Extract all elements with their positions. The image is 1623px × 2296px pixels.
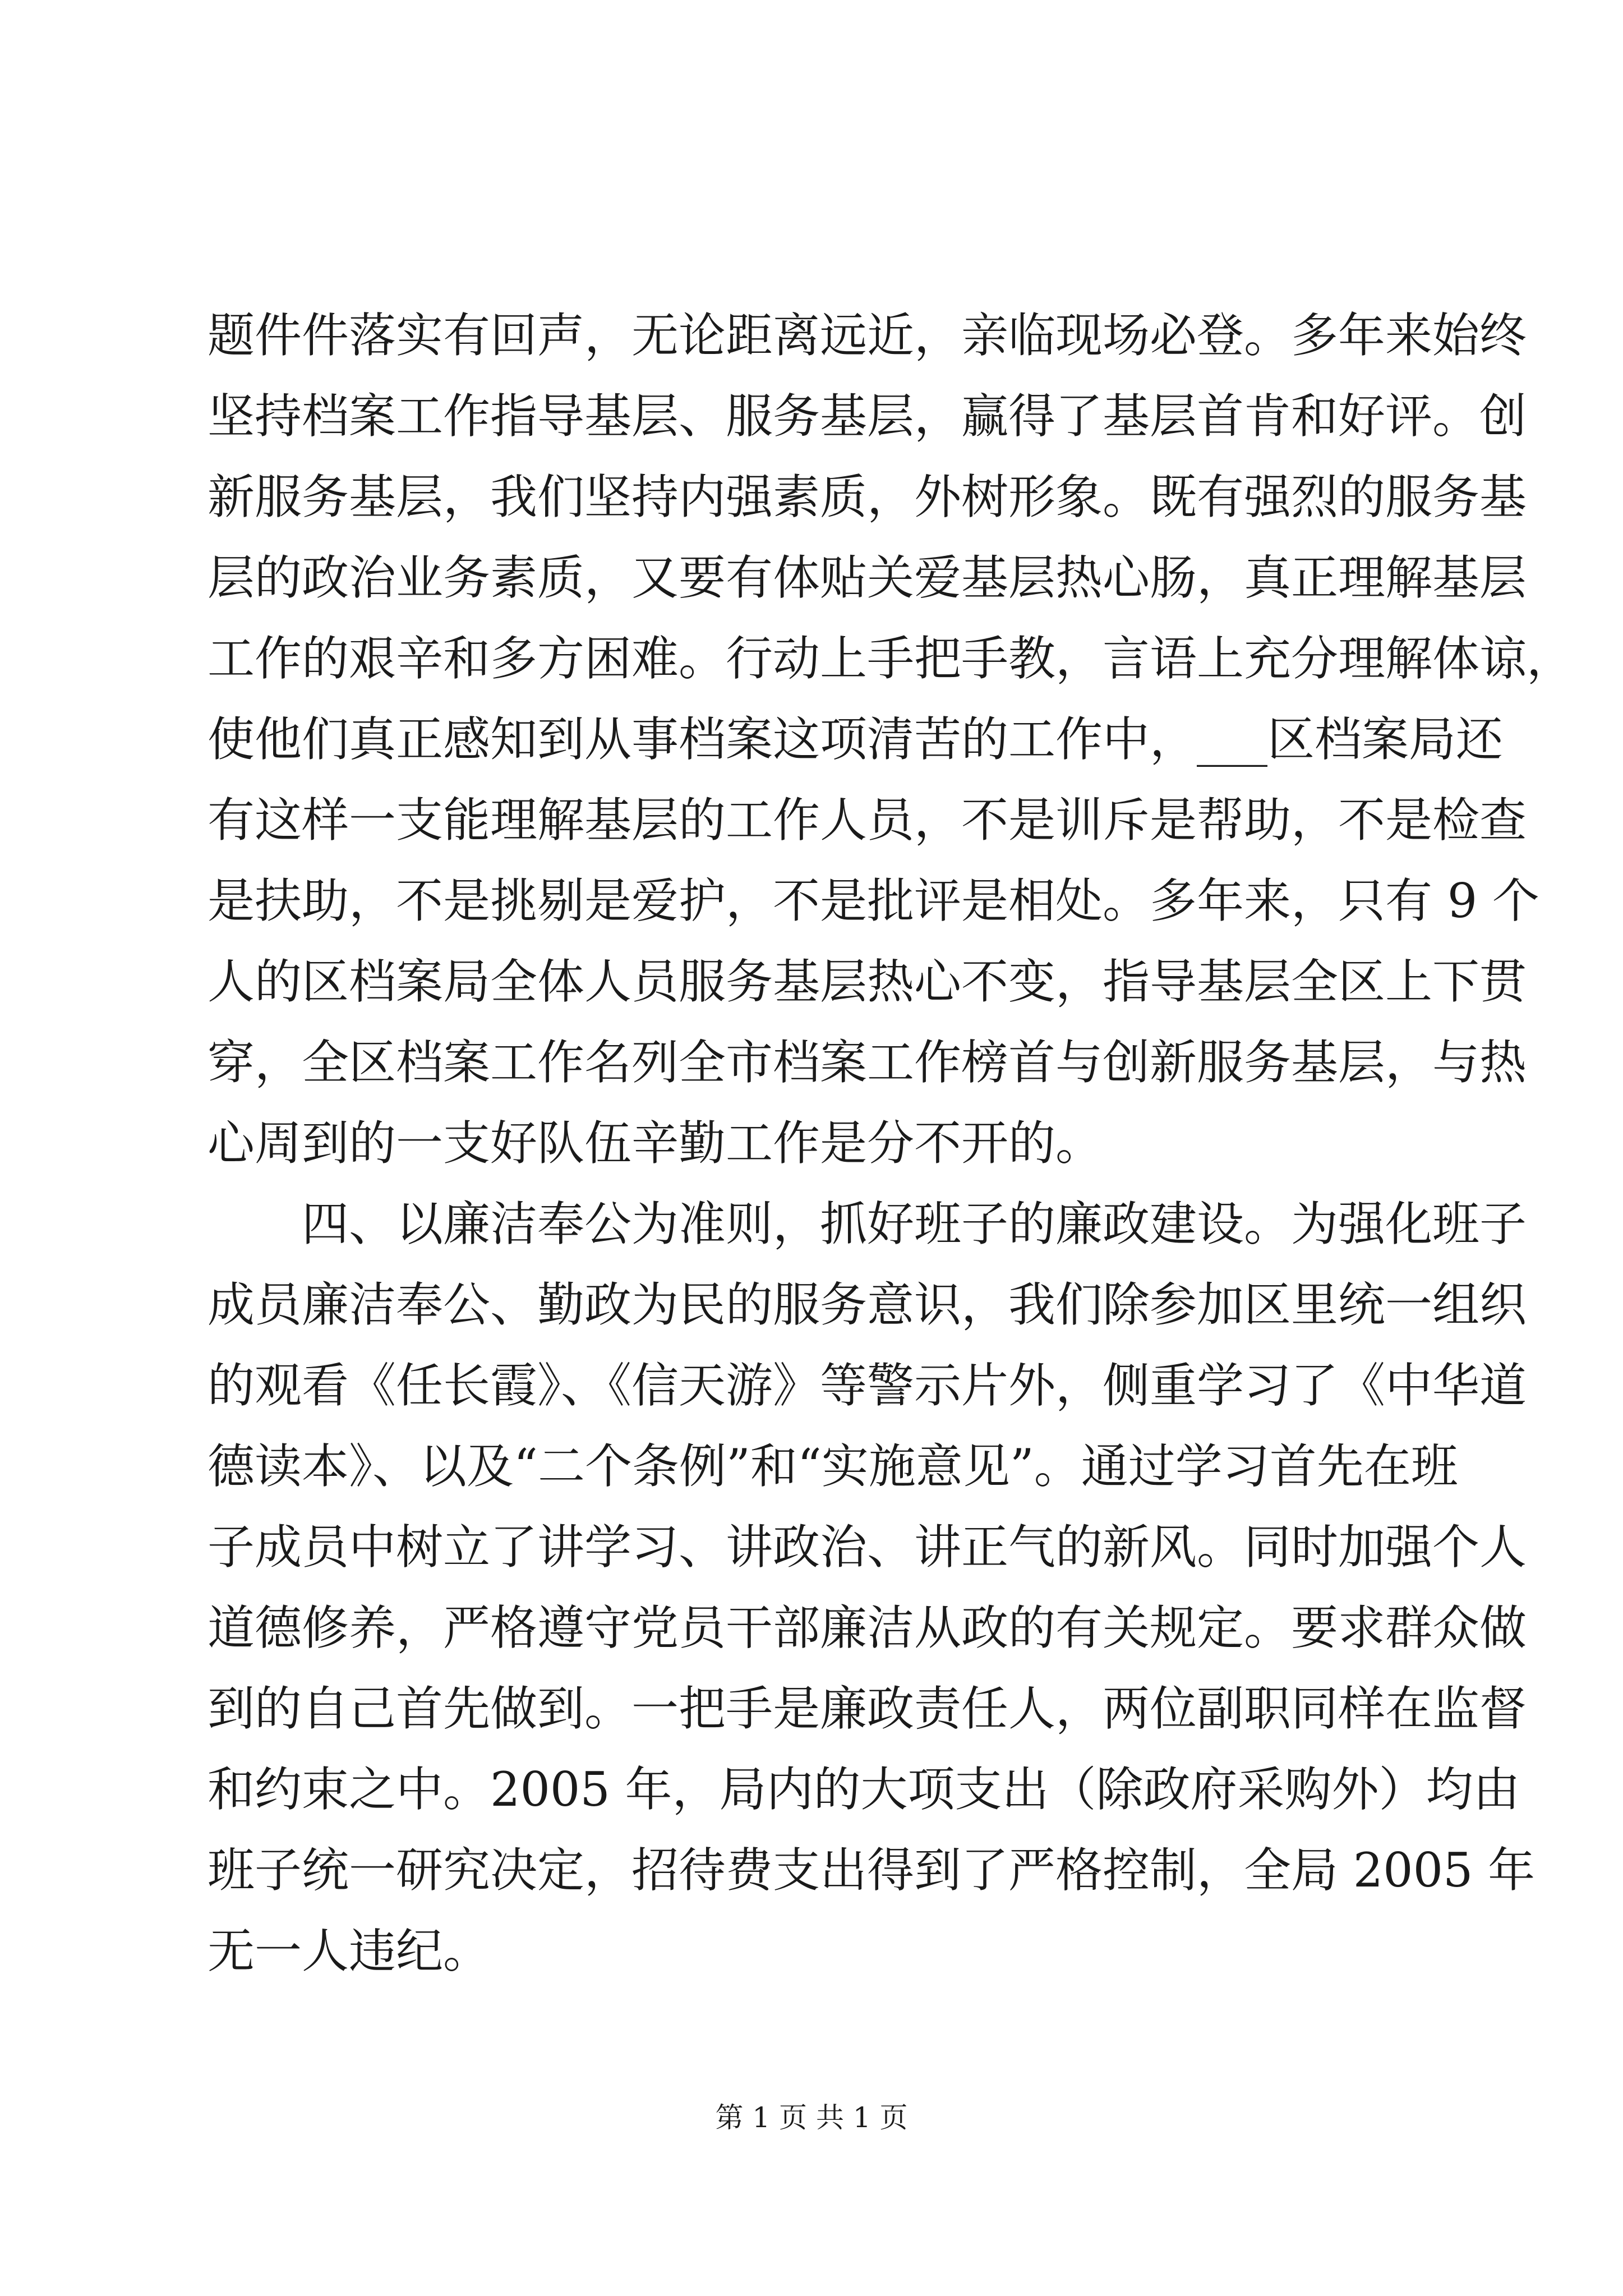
text-line: 穿，全区档案工作名列全市档案工作榜首与创新服务基层，与热 bbox=[208, 1035, 1527, 1090]
page-footer: 第 1 页 共 1 页 bbox=[715, 2101, 908, 2134]
text-line: 道德修养，严格遵守党员干部廉洁从政的有关规定。要求群众做 bbox=[208, 1600, 1527, 1655]
text-line: 子成员中树立了讲学习、讲政治、讲正气的新风。同时加强个人 bbox=[208, 1520, 1527, 1575]
text-line: 新服务基层，我们坚持内强素质，外树形象。既有强烈的服务基 bbox=[208, 470, 1527, 524]
text-line: 工作的艰辛和多方困难。行动上手把手教，言语上充分理解体谅， bbox=[208, 631, 1574, 686]
text-line: 无一人违纪。 bbox=[208, 1924, 491, 1978]
text-line: 四、以廉洁奉公为准则，抓好班子的廉政建设。为强化班子 bbox=[208, 1197, 1527, 1251]
text-line: 心周到的一支好队伍辛勤工作是分不开的。 bbox=[208, 1116, 1103, 1171]
text-line: 坚持档案工作指导基层、服务基层，赢得了基层首肯和好评。创 bbox=[208, 389, 1527, 444]
text-line: 是扶助，不是挑剔是爱护，不是批评是相处。多年来，只有 9 个 bbox=[208, 873, 1539, 928]
text-line: 德读本》、以及“二个条例”和“实施意见”。通过学习首先在班 bbox=[208, 1439, 1458, 1494]
text-line: 使他们真正感知到从事档案这项清苦的工作中，___区档案局还 bbox=[208, 712, 1504, 767]
text-line: 和约束之中。2005 年，局内的大项支出（除政府采购外）均由 bbox=[208, 1762, 1520, 1817]
text-line: 层的政治业务素质，又要有体贴关爱基层热心肠，真正理解基层 bbox=[208, 550, 1527, 605]
text-line: 的观看《任长霞》、《信天游》等警示片外，侧重学习了《中华道 bbox=[208, 1358, 1527, 1413]
text-line: 班子统一研究决定，招待费支出得到了严格控制，全局 2005 年 bbox=[208, 1843, 1536, 1898]
text-line: 到的自己首先做到。一把手是廉政责任人，两位副职同样在监督 bbox=[208, 1681, 1527, 1736]
text-line: 成员廉洁奉公、勤政为民的服务意识，我们除参加区里统一组织 bbox=[208, 1277, 1527, 1332]
text-line: 题件件落实有回声，无论距离远近，亲临现场必登。多年来始终 bbox=[208, 308, 1527, 363]
text-line: 有这样一支能理解基层的工作人员，不是训斥是帮助，不是检查 bbox=[208, 793, 1527, 848]
text-line: 人的区档案局全体人员服务基层热心不变，指导基层全区上下贯 bbox=[208, 954, 1527, 1009]
